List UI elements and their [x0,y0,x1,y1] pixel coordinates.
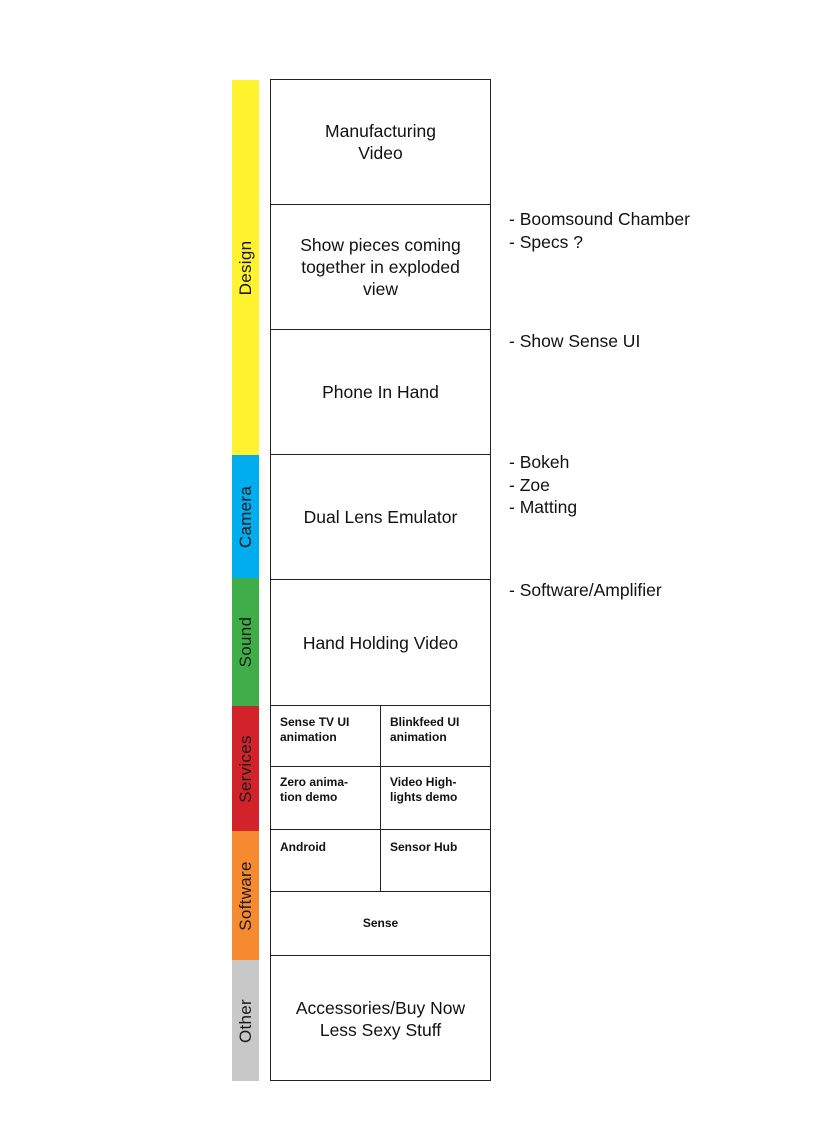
block-text: Show pieces coming together in exploded view [300,235,461,299]
block-hand-holding-video [270,580,491,706]
notes-hand-holding [509,579,662,602]
category-band-software [232,831,259,960]
category-band-sound [232,578,259,706]
block-text: Sense TV UI animation [280,715,350,744]
note-item: - Zoe [509,474,550,495]
block-text: Video High- lights demo [390,775,458,804]
block-dual-lens-emulator [270,455,491,580]
block-manufacturing-video [270,79,491,205]
category-label-camera: Camera [235,485,255,548]
note-item: - Bokeh [509,452,570,472]
block-accessories [270,956,491,1081]
block-phone-in-hand [270,330,491,455]
notes-exploded-view [509,208,690,253]
note-item: - Software/Amplifier [509,580,662,600]
block-sensor-hub [381,831,490,891]
note-item: - Matting [509,497,578,517]
block-text: Hand Holding Video [302,632,459,653]
block-text: Phone In Hand [322,382,439,402]
block-text: Sensor Hub [390,840,458,854]
block-sense [271,892,490,955]
category-band-camera [232,455,259,578]
note-item: - Show Sense UI [509,331,641,351]
category-label-sound: Sound [235,616,255,668]
block-blinkfeed-ui [381,706,490,766]
block-text: Blinkfeed UI animation [390,715,460,744]
category-label-other: Other [235,998,255,1043]
block-zero-demo [271,766,380,829]
block-text: Sense [362,916,399,930]
block-text: Accessories/Buy Now Less Sexy Stuff [295,997,466,1040]
block-text: Manufacturing Video [325,120,436,163]
notes-phone-in-hand [509,330,640,353]
notes-dual-lens [509,451,577,519]
block-text: Android [280,840,326,854]
block-video-highlights [381,766,490,829]
category-label-software: Software [235,860,255,931]
category-label-design: Design [235,240,255,295]
block-android [271,831,380,891]
category-band-design [232,80,259,455]
category-band-services [232,706,259,831]
block-text: Dual Lens Emulator [303,507,458,527]
category-label-services: Services [235,734,255,803]
block-exploded-view [270,205,491,330]
category-band-other [232,960,259,1081]
note-item: - Specs ? [509,231,583,252]
block-text: Zero anima- tion demo [280,775,349,804]
block-sense-tv-ui [271,706,380,766]
note-item: - Boomsound Chamber [509,209,690,229]
